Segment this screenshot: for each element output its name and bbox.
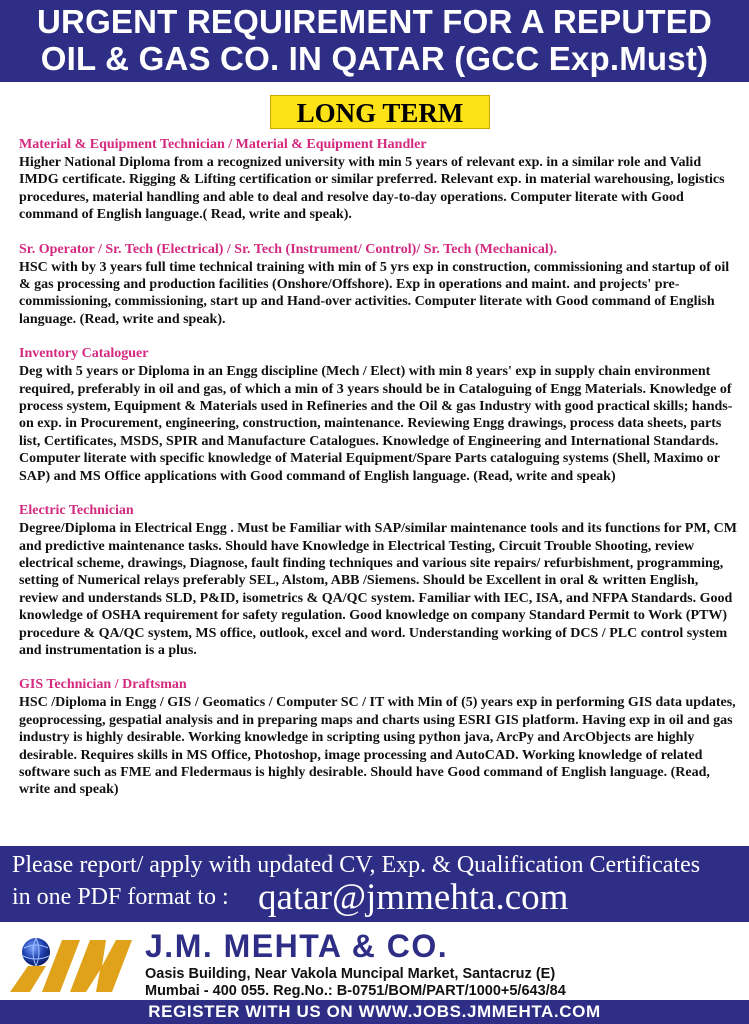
apply-instruction: Please report/ apply with updated CV, Exp. & Qualification Certificates (12, 852, 701, 878)
headline-line-2: OIL & GAS CO. IN QATAR (GCC Exp.Must) (40, 40, 709, 77)
job-title: Sr. Operator / Sr. Tech (Electrical) / Sr. Tech (Instrument/ Control)/ Sr. Tech (Mechanical). (19, 241, 557, 257)
job-description: HSC /Diploma in Engg / GIS / Geomatics / Computer SC / IT with Min of (5) years exp in performing GIS data updates, geoprocessing, gespatial analysis and in preparing maps and charts using ESRI GIS platform. Having exp in oil and gas industry is highly desirable. Working knowledge in scripting using python java, ArcPy and ArcObjects are highly desirable. Requires skills in MS Office, Photoshop, image processing and AutoCAD. Working knowledge of related software such as FME and Fledermaus is highly desirable. Should have Good command of English language. (Read, write and speak) (19, 695, 736, 798)
register-footer-link[interactable]: REGISTER WITH US ON WWW.JOBS.JMMEHTA.COM (0, 1000, 749, 1024)
job-item (19, 241, 741, 329)
job-description: Deg with 5 years or Diploma in an Engg discipline (Mech / Elect) with min 8 years' exp in supply chain environment required, preferably in oil and gas, of which a min of 3 years should be in Cataloguing of Engg Materials. Knowledge of process system, Equipment & Materials used in Refineries and the Oil & gas Industry with good practical skills; hands-on exp. in Procurement, engineering, construction, maintenance. Reviewing Engg drawings, process data sheets, parts list, Certificates, MSDS, SPIR and Manufacture Catalogues. Knowledge of Engineering and International Standards. Computer literate with specific knowledge of Material Equipment/Spare Parts cataloguing systems (Shell, Maximo or SAP) and MS Office applications with Good command of English language. (Read, write and speak) (19, 364, 733, 484)
job-description: Degree/Diploma in Electrical Engg . Must be Familiar with SAP/similar maintenance tools and its functions for PM, CM and predictive maintenance tasks. Should have Knowledge in Electrical Testing, Circuit Trouble Shooting, review electrical scheme, drawings, Diagnose, fault finding techniques and various site repairs/ refurbishment, programming, setting of Numerical relays preferably SEL, Alstom, ABB /Siemens. Should be Excellent in oral & written English, review and understands SLD, P&ID, isometrics & QA/QC system. Familiar with IEC, ISA, and NFPA Standards. Good knowledge of OSHA requirement for safety regulation. Good knowledge on company Standard Permit to Work (PTW) procedure & QA/QC system, MS office, outlook, excel and word. Understanding working of DCS / PLC control system and instrumentation is a plus. (19, 521, 737, 658)
job-description: Higher National Diploma from a recognized university with min 5 years of relevant exp. in a similar role and Valid IMDG certificate. Rigging & Lifting certification or similar preferred. Relevant exp. in material warehousing, logistics procedures, material handling and able to deal and resolve day-to-day operations. Computer literate with Good command of English language.( Read, write and speak). (19, 155, 725, 223)
job-item (19, 136, 741, 224)
job-title: Inventory Cataloguer (19, 346, 149, 362)
job-title: GIS Technician / Draftsman (19, 677, 187, 693)
company-block (0, 922, 749, 1000)
apply-format: in one PDF format to : (12, 884, 229, 910)
company-address: Oasis Building, Near Vakola Muncipal Market, Santacruz (E) (145, 966, 556, 982)
job-item (19, 676, 741, 798)
job-title: Material & Equipment Technician / Material & Equipment Handler (19, 137, 427, 152)
apply-banner (0, 846, 749, 922)
job-item (19, 345, 741, 485)
job-item (19, 502, 741, 659)
company-name: J.M. MEHTA & CO. (145, 928, 449, 964)
jm-logo-icon (6, 926, 136, 996)
apply-email-link[interactable]: qatar@jmmehta.com (258, 877, 569, 918)
long-term-badge: LONG TERM (270, 95, 490, 129)
job-description: HSC with by 3 years full time technical training with min of 5 yrs exp in construction, commissioning and startup of oil & gas processing and production facilities (Onshore/Offshore). Exp in operations and maint. and projects' pre-commissioning, commissioning, start up and Hand-over activities. Computer literate with Good command of English language. (Read, write and speak). (19, 259, 730, 327)
company-registration: Mumbai - 400 055. Reg.No.: B-0751/BOM/PART/1000+5/643/84 (145, 983, 566, 999)
job-title: Electric Technician (19, 503, 134, 519)
job-listings (19, 136, 741, 816)
header-banner (0, 0, 749, 82)
headline-line-1: URGENT REQUIREMENT FOR A REPUTED (37, 3, 712, 40)
